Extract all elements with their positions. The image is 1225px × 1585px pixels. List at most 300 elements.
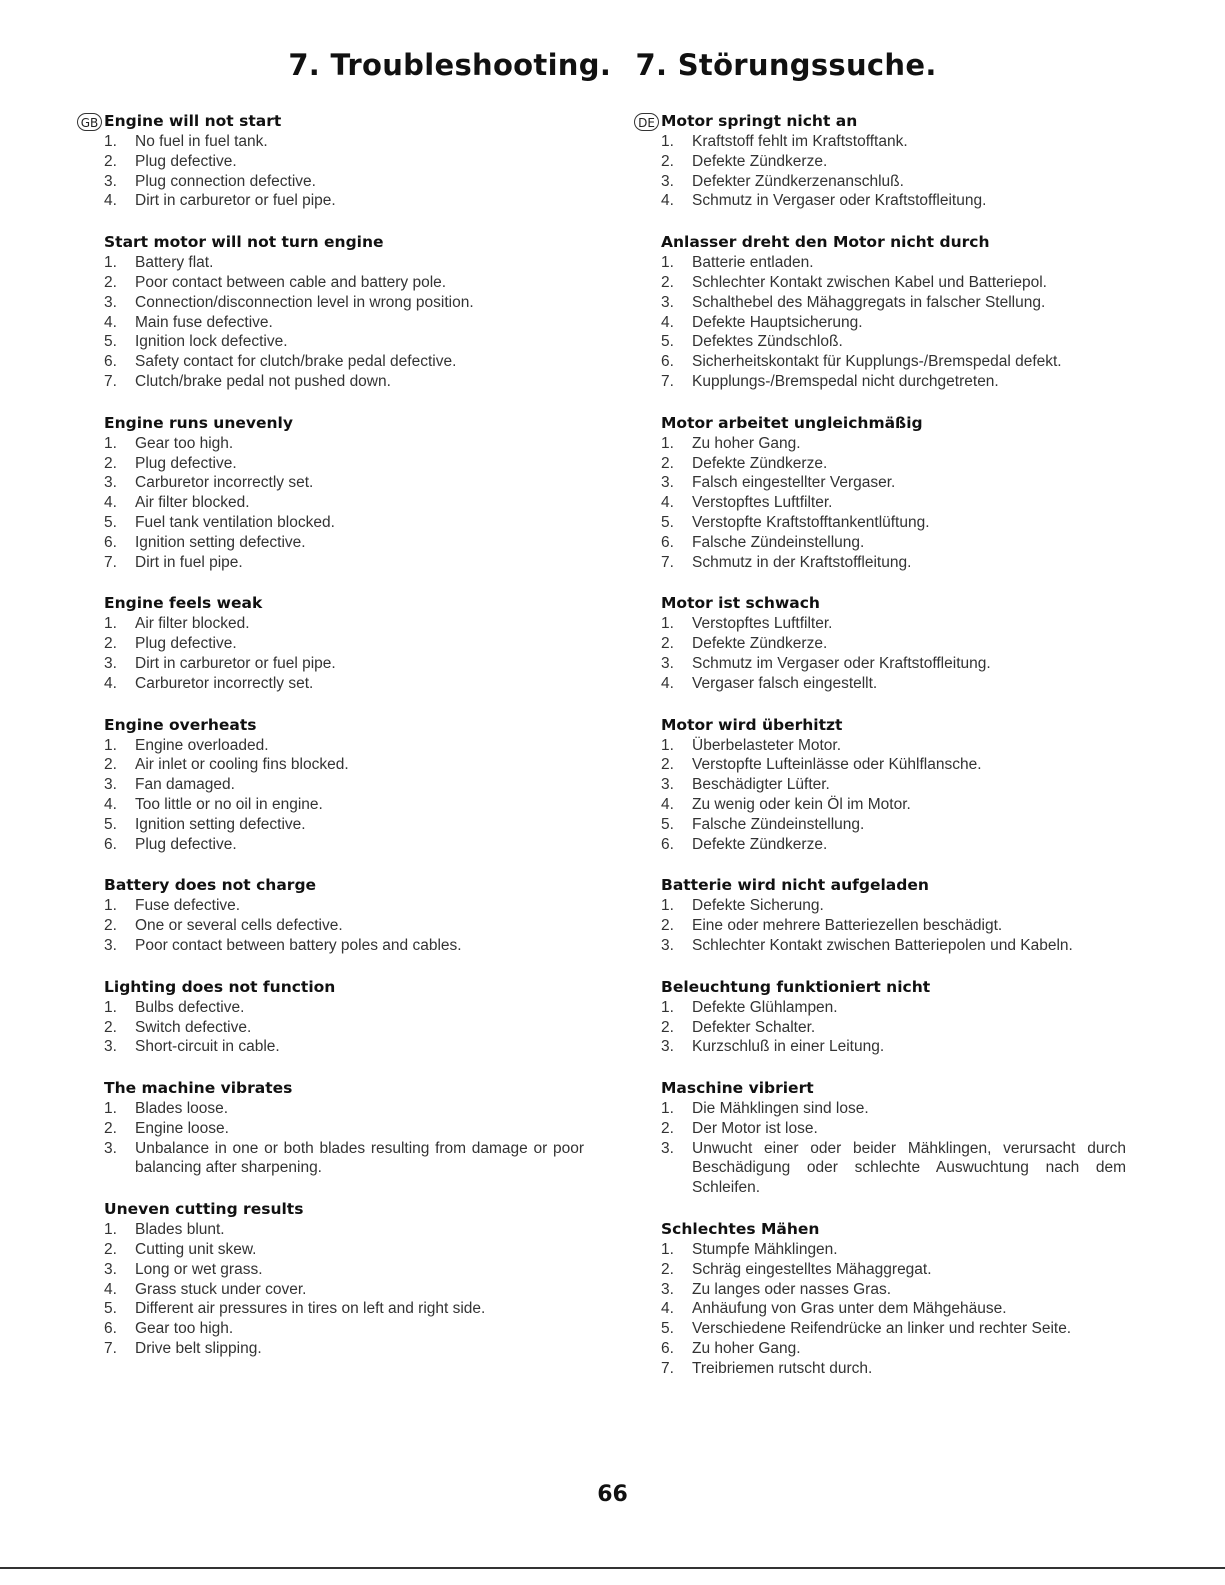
list-item-text: Defekte Zündkerze. bbox=[692, 635, 828, 653]
list-item bbox=[661, 634, 1126, 654]
list-item bbox=[104, 493, 584, 513]
list-item-number: 2. bbox=[104, 917, 117, 935]
list-item-number: 3. bbox=[661, 474, 674, 492]
language-badge-icon: GB bbox=[77, 113, 102, 131]
list-item-text: Plug defective. bbox=[135, 454, 237, 472]
list-item-text: Ignition setting defective. bbox=[135, 815, 306, 833]
list-item bbox=[661, 454, 1126, 474]
list-item bbox=[661, 434, 1126, 454]
list-item-number: 5. bbox=[661, 333, 674, 351]
list-item-number: 1. bbox=[104, 736, 117, 754]
troubleshooting-section bbox=[104, 231, 584, 392]
list-item-number: 2. bbox=[661, 454, 674, 472]
section-heading: Batterie wird nicht aufgeladen bbox=[661, 876, 929, 895]
list-item bbox=[104, 795, 584, 815]
list-item bbox=[661, 755, 1126, 775]
section-heading: Engine will not start bbox=[104, 112, 282, 130]
troubleshooting-section bbox=[661, 1218, 1126, 1379]
list-item-number: 5. bbox=[104, 513, 117, 531]
list-item-number: 2. bbox=[661, 1018, 674, 1036]
list-item bbox=[104, 998, 584, 1018]
section-heading: Motor ist schwach bbox=[661, 594, 820, 613]
list-item-number: 1. bbox=[104, 1100, 117, 1118]
list-item-number: 1. bbox=[104, 434, 117, 452]
list-item-text: Air inlet or cooling fins blocked. bbox=[135, 756, 349, 774]
list-item-text: Defekte Zündkerze. bbox=[692, 152, 828, 170]
section-header bbox=[104, 592, 584, 614]
list-item-text: Vergaser falsch eingestellt. bbox=[692, 674, 878, 692]
list-item bbox=[661, 1240, 1126, 1260]
list-item bbox=[104, 191, 584, 211]
list-item-text: Fuse defective. bbox=[135, 897, 241, 915]
list-item-text: Falsche Zündeinstellung. bbox=[692, 533, 865, 551]
list-item-number: 1. bbox=[661, 1100, 674, 1118]
list-item-number: 6. bbox=[104, 1320, 117, 1338]
list-item bbox=[104, 1220, 584, 1240]
list-item bbox=[661, 372, 1126, 392]
list-item-number: 2. bbox=[661, 1260, 674, 1278]
list-item bbox=[661, 352, 1126, 372]
list-item-number: 3. bbox=[104, 1260, 117, 1278]
list-item-number: 4. bbox=[661, 674, 674, 692]
list-item-text: Air filter blocked. bbox=[135, 615, 250, 633]
list-item-text: Plug connection defective. bbox=[135, 172, 316, 190]
list-item-text: Poor contact between cable and battery pole. bbox=[135, 273, 447, 291]
list-item-text: Eine oder mehrere Batteriezellen beschädigt. bbox=[692, 917, 1003, 935]
section-header bbox=[104, 231, 584, 253]
list-item bbox=[661, 936, 1126, 956]
list-item-number: 2. bbox=[104, 273, 117, 291]
list-item-text: Batterie entladen. bbox=[692, 254, 814, 272]
list-item-text: Beschädigter Lüfter. bbox=[692, 776, 830, 794]
list-item-text: Carburetor incorrectly set. bbox=[135, 674, 314, 692]
list-item-text: Plug defective. bbox=[135, 152, 237, 170]
list-item-text: Zu hoher Gang. bbox=[692, 434, 801, 452]
list-item bbox=[104, 1018, 584, 1038]
section-heading: Uneven cutting results bbox=[104, 1200, 304, 1219]
list-item-text: Gear too high. bbox=[135, 434, 234, 452]
section-heading: Lighting does not function bbox=[104, 977, 336, 996]
list-item bbox=[104, 1099, 584, 1119]
cause-list bbox=[661, 1099, 1126, 1198]
list-item-number: 2. bbox=[661, 917, 674, 935]
list-item-text: Schräg eingestelltes Mähaggregat. bbox=[692, 1260, 932, 1278]
list-item-number: 2. bbox=[661, 1119, 674, 1137]
list-item-text: Defekte Hauptsicherung. bbox=[692, 313, 863, 331]
list-item-number: 4. bbox=[661, 795, 674, 813]
section-heading: Beleuchtung funktioniert nicht bbox=[661, 977, 931, 996]
list-item-number: 1. bbox=[104, 1221, 117, 1239]
section-heading: The machine vibrates bbox=[104, 1079, 293, 1098]
list-item bbox=[661, 191, 1126, 211]
list-item-number: 7. bbox=[104, 372, 117, 390]
page-number: 66 bbox=[597, 1482, 628, 1507]
list-item-text: Defekter Zündkerzenanschluß. bbox=[692, 172, 904, 190]
list-item-text: Switch defective. bbox=[135, 1018, 252, 1036]
list-item-text: Blades blunt. bbox=[135, 1221, 225, 1239]
list-item-number: 3. bbox=[104, 474, 117, 492]
list-item bbox=[661, 916, 1126, 936]
list-item bbox=[104, 1240, 584, 1260]
section-header bbox=[104, 1077, 584, 1099]
list-item bbox=[104, 1299, 584, 1319]
list-item-number: 4. bbox=[661, 1300, 674, 1318]
list-item bbox=[661, 313, 1126, 333]
section-header bbox=[104, 412, 584, 434]
list-item-text: Too little or no oil in engine. bbox=[135, 795, 323, 813]
section-heading: Engine feels weak bbox=[104, 594, 263, 613]
section-header bbox=[661, 976, 1126, 998]
list-item bbox=[104, 736, 584, 756]
list-item-number: 1. bbox=[661, 736, 674, 754]
list-item bbox=[104, 553, 584, 573]
list-item-text: Schalthebel des Mähaggregats in falscher Stellung. bbox=[692, 293, 1046, 311]
list-item-number: 2. bbox=[661, 635, 674, 653]
list-item bbox=[104, 775, 584, 795]
list-item-text: Unwucht einer oder beider Mähklingen, verursacht durch Beschädigung oder schlechte Auswuchtung nach dem Schleifen. bbox=[692, 1139, 1126, 1197]
list-item bbox=[661, 998, 1126, 1018]
list-item-text: Dirt in carburetor or fuel pipe. bbox=[135, 192, 336, 210]
list-item bbox=[104, 835, 584, 855]
list-item bbox=[104, 172, 584, 192]
list-item bbox=[104, 1037, 584, 1057]
troubleshooting-section bbox=[104, 874, 584, 955]
list-item bbox=[661, 473, 1126, 493]
list-item-text: Different air pressures in tires on left and right side. bbox=[135, 1300, 486, 1318]
troubleshooting-section bbox=[661, 714, 1126, 855]
list-item-text: Sicherheitskontakt für Kupplungs-/Bremspedal defekt. bbox=[692, 353, 1062, 371]
troubleshooting-section bbox=[661, 592, 1126, 693]
list-item-text: Schmutz im Vergaser oder Kraftstoffleitung. bbox=[692, 654, 991, 672]
list-item-number: 6. bbox=[104, 533, 117, 551]
section-header bbox=[104, 976, 584, 998]
list-item-number: 1. bbox=[104, 254, 117, 272]
list-item-number: 1. bbox=[661, 133, 674, 150]
list-item bbox=[661, 1037, 1126, 1057]
list-item bbox=[661, 896, 1126, 916]
list-item bbox=[661, 1099, 1126, 1119]
list-item-number: 2. bbox=[104, 454, 117, 472]
cause-list bbox=[661, 614, 1126, 693]
section-header bbox=[661, 714, 1126, 736]
list-item-text: Engine overloaded. bbox=[135, 736, 269, 754]
cause-list bbox=[104, 1099, 584, 1178]
list-item bbox=[104, 654, 584, 674]
list-item-number: 3. bbox=[104, 172, 117, 190]
list-item-text: Long or wet grass. bbox=[135, 1260, 263, 1278]
list-item-number: 3. bbox=[661, 172, 674, 190]
list-item-text: Die Mähklingen sind lose. bbox=[692, 1100, 869, 1118]
list-item bbox=[104, 513, 584, 533]
troubleshooting-section bbox=[104, 1198, 584, 1359]
list-item-text: Dirt in fuel pipe. bbox=[135, 553, 243, 571]
list-item-number: 5. bbox=[104, 815, 117, 833]
list-item bbox=[661, 1260, 1126, 1280]
list-item-text: Blades loose. bbox=[135, 1100, 229, 1118]
list-item-number: 3. bbox=[661, 293, 674, 311]
list-item bbox=[661, 1299, 1126, 1319]
list-item bbox=[104, 896, 584, 916]
list-item-text: Short-circuit in cable. bbox=[135, 1038, 280, 1056]
list-item-text: Defekte Zündkerze. bbox=[692, 454, 828, 472]
list-item bbox=[661, 614, 1126, 634]
language-badge-icon: DE bbox=[634, 113, 659, 131]
list-item-text: Dirt in carburetor or fuel pipe. bbox=[135, 654, 336, 672]
page-title-en: 7. Troubleshooting. bbox=[288, 48, 612, 82]
list-item-number: 2. bbox=[104, 152, 117, 170]
list-item-text: Falsche Zündeinstellung. bbox=[692, 815, 865, 833]
list-item bbox=[661, 1280, 1126, 1300]
column-english bbox=[80, 110, 584, 1379]
list-item-text: Defekte Sicherung. bbox=[692, 897, 824, 915]
list-item-text: Schmutz in Vergaser oder Kraftstoffleitung. bbox=[692, 192, 987, 210]
section-header bbox=[661, 592, 1126, 614]
list-item bbox=[104, 332, 584, 352]
list-item-number: 7. bbox=[104, 1340, 117, 1358]
list-item bbox=[104, 1339, 584, 1359]
list-item-number: 3. bbox=[104, 1139, 117, 1157]
list-item-number: 2. bbox=[661, 273, 674, 291]
section-header bbox=[661, 874, 1126, 896]
list-item-text: Falsch eingestellter Vergaser. bbox=[692, 474, 896, 492]
list-item bbox=[104, 533, 584, 553]
list-item-number: 1. bbox=[661, 998, 674, 1016]
list-item bbox=[661, 493, 1126, 513]
list-item-text: Schlechter Kontakt zwischen Batteriepolen und Kabeln. bbox=[692, 936, 1073, 954]
list-item bbox=[104, 454, 584, 474]
list-item bbox=[104, 1119, 584, 1139]
list-item-number: 1. bbox=[104, 615, 117, 633]
list-item-number: 7. bbox=[661, 372, 674, 390]
list-item-number: 1. bbox=[661, 1241, 674, 1259]
troubleshooting-section bbox=[661, 874, 1126, 955]
list-item-text: Stumpfe Mähklingen. bbox=[692, 1241, 838, 1259]
list-item-text: Defekter Schalter. bbox=[692, 1018, 816, 1036]
list-item bbox=[661, 835, 1126, 855]
list-item bbox=[104, 273, 584, 293]
troubleshooting-section bbox=[661, 412, 1126, 573]
list-item bbox=[661, 152, 1126, 172]
list-item bbox=[104, 1260, 584, 1280]
list-item-number: 2. bbox=[661, 152, 674, 170]
list-item bbox=[661, 795, 1126, 815]
list-item-text: Zu wenig oder kein Öl im Motor. bbox=[692, 795, 911, 813]
list-item bbox=[104, 293, 584, 313]
column-german bbox=[638, 110, 1126, 1399]
list-item-number: 3. bbox=[661, 1139, 674, 1157]
list-item-number: 1. bbox=[661, 897, 674, 915]
list-item-text: Schmutz in der Kraftstoffleitung. bbox=[692, 553, 912, 571]
list-item-number: 3. bbox=[104, 293, 117, 311]
cause-list bbox=[104, 896, 584, 955]
section-heading: Motor springt nicht an bbox=[661, 112, 858, 130]
list-item-number: 2. bbox=[104, 1018, 117, 1036]
cause-list bbox=[104, 736, 584, 855]
list-item-text: Bulbs defective. bbox=[135, 998, 245, 1016]
list-item-text: Verschiedene Reifendrücke an linker und rechter Seite. bbox=[692, 1320, 1072, 1338]
cause-list bbox=[661, 736, 1126, 855]
list-item-number: 1. bbox=[104, 133, 117, 150]
cause-list bbox=[104, 132, 584, 211]
section-heading: Engine runs unevenly bbox=[104, 413, 293, 432]
list-item bbox=[104, 674, 584, 694]
list-item-text: Grass stuck under cover. bbox=[135, 1280, 307, 1298]
list-item bbox=[661, 1359, 1126, 1379]
list-item-number: 4. bbox=[104, 674, 117, 692]
list-item-text: Plug defective. bbox=[135, 635, 237, 653]
troubleshooting-section bbox=[661, 976, 1126, 1057]
list-item bbox=[661, 1119, 1126, 1139]
list-item-number: 7. bbox=[104, 553, 117, 571]
section-header bbox=[104, 714, 584, 736]
list-item-text: Unbalance in one or both blades resulting from damage or poor balancing after sharpening. bbox=[135, 1139, 584, 1177]
list-item bbox=[661, 1018, 1126, 1038]
list-item bbox=[661, 654, 1126, 674]
list-item bbox=[661, 332, 1126, 352]
list-item bbox=[661, 674, 1126, 694]
section-header bbox=[661, 412, 1126, 434]
list-item-number: 5. bbox=[661, 1320, 674, 1338]
list-item bbox=[661, 1139, 1126, 1198]
troubleshooting-section bbox=[104, 1077, 584, 1178]
list-item-text: Kraftstoff fehlt im Kraftstofftank. bbox=[692, 133, 908, 150]
troubleshooting-section bbox=[104, 592, 584, 693]
list-item bbox=[104, 614, 584, 634]
section-heading: Anlasser dreht den Motor nicht durch bbox=[661, 233, 990, 252]
list-item-number: 3. bbox=[661, 1038, 674, 1056]
list-item-text: Defekte Zündkerze. bbox=[692, 835, 828, 853]
list-item-text: Verstopfte Lufteinlässe oder Kühlflansche. bbox=[692, 756, 982, 774]
bottom-rule bbox=[0, 1567, 1225, 1569]
section-header bbox=[80, 110, 584, 132]
list-item-text: Fan damaged. bbox=[135, 776, 235, 794]
list-item-text: One or several cells defective. bbox=[135, 917, 343, 935]
list-item-text: Engine loose. bbox=[135, 1119, 229, 1137]
page-title-de: 7. Störungssuche. bbox=[635, 48, 937, 82]
list-item-number: 1. bbox=[661, 434, 674, 452]
list-item bbox=[104, 1139, 584, 1179]
list-item-number: 5. bbox=[661, 513, 674, 531]
troubleshooting-section bbox=[104, 714, 584, 855]
troubleshooting-section bbox=[104, 976, 584, 1057]
troubleshooting-section bbox=[80, 110, 584, 211]
list-item-text: Verstopftes Luftfilter. bbox=[692, 615, 833, 633]
list-item-text: Cutting unit skew. bbox=[135, 1241, 257, 1259]
list-item-number: 3. bbox=[104, 936, 117, 954]
section-header bbox=[104, 1198, 584, 1220]
list-item-text: Zu langes oder nasses Gras. bbox=[692, 1280, 892, 1298]
list-item bbox=[104, 936, 584, 956]
section-header bbox=[638, 110, 1126, 132]
list-item-number: 2. bbox=[661, 756, 674, 774]
list-item bbox=[661, 273, 1126, 293]
list-item-text: Ignition lock defective. bbox=[135, 333, 288, 351]
list-item-number: 7. bbox=[661, 1359, 674, 1377]
list-item-number: 4. bbox=[661, 494, 674, 512]
list-item-text: Main fuse defective. bbox=[135, 313, 273, 331]
list-item bbox=[661, 553, 1126, 573]
list-item-text: Drive belt slipping. bbox=[135, 1340, 262, 1358]
section-heading: Battery does not charge bbox=[104, 876, 317, 895]
list-item-text: Schlechter Kontakt zwischen Kabel und Batteriepol. bbox=[692, 273, 1047, 291]
section-heading: Motor arbeitet ungleichmäßig bbox=[661, 413, 923, 432]
section-header bbox=[104, 874, 584, 896]
list-item-number: 1. bbox=[104, 998, 117, 1016]
list-item bbox=[661, 533, 1126, 553]
list-item-text: Der Motor ist lose. bbox=[692, 1119, 818, 1137]
list-item-text: Safety contact for clutch/brake pedal defective. bbox=[135, 353, 457, 371]
list-item bbox=[104, 372, 584, 392]
list-item-number: 6. bbox=[661, 353, 674, 371]
list-item-text: Kurzschluß in einer Leitung. bbox=[692, 1038, 885, 1056]
list-item-text: Fuel tank ventilation blocked. bbox=[135, 513, 335, 531]
list-item bbox=[104, 1280, 584, 1300]
section-header bbox=[661, 1218, 1126, 1240]
cause-list bbox=[661, 253, 1126, 392]
list-item-text: Air filter blocked. bbox=[135, 494, 250, 512]
section-header bbox=[661, 1077, 1126, 1099]
list-item-number: 6. bbox=[661, 835, 674, 853]
list-item-number: 6. bbox=[661, 533, 674, 551]
list-item-text: Defekte Glühlampen. bbox=[692, 998, 838, 1016]
section-header bbox=[661, 231, 1126, 253]
list-item bbox=[661, 253, 1126, 273]
list-item-number: 6. bbox=[104, 835, 117, 853]
list-item bbox=[104, 634, 584, 654]
section-heading: Schlechtes Mähen bbox=[661, 1220, 820, 1239]
list-item bbox=[661, 815, 1126, 835]
list-item bbox=[104, 132, 584, 152]
page-title bbox=[0, 48, 1225, 82]
list-item-text: Verstopfte Kraftstofftankentlüftung. bbox=[692, 513, 930, 531]
list-item-text: Treibriemen rutscht durch. bbox=[692, 1359, 873, 1377]
list-item-number: 4. bbox=[104, 795, 117, 813]
list-item-number: 3. bbox=[661, 936, 674, 954]
list-item-number: 1. bbox=[661, 615, 674, 633]
list-item bbox=[104, 473, 584, 493]
cause-list bbox=[104, 434, 584, 573]
list-item-number: 3. bbox=[661, 654, 674, 672]
list-item-number: 4. bbox=[104, 313, 117, 331]
list-item-number: 5. bbox=[104, 1300, 117, 1318]
list-item bbox=[104, 253, 584, 273]
cause-list bbox=[104, 1220, 584, 1359]
troubleshooting-section bbox=[104, 412, 584, 573]
cause-list bbox=[661, 1240, 1126, 1379]
list-item bbox=[661, 132, 1126, 152]
list-item bbox=[104, 815, 584, 835]
list-item bbox=[104, 1319, 584, 1339]
list-item bbox=[661, 775, 1126, 795]
list-item bbox=[104, 152, 584, 172]
cause-list bbox=[661, 896, 1126, 955]
list-item-number: 4. bbox=[661, 192, 674, 210]
troubleshooting-section bbox=[661, 1077, 1126, 1198]
list-item-text: No fuel in fuel tank. bbox=[135, 133, 268, 150]
list-item bbox=[661, 513, 1126, 533]
cause-list bbox=[104, 998, 584, 1057]
list-item-text: Carburetor incorrectly set. bbox=[135, 474, 314, 492]
list-item-number: 1. bbox=[104, 897, 117, 915]
section-heading: Motor wird überhitzt bbox=[661, 715, 843, 734]
cause-list bbox=[661, 998, 1126, 1057]
list-item-number: 2. bbox=[104, 635, 117, 653]
list-item-text: Defektes Zündschloß. bbox=[692, 333, 843, 351]
cause-list bbox=[104, 253, 584, 392]
list-item-text: Verstopftes Luftfilter. bbox=[692, 494, 833, 512]
list-item-number: 6. bbox=[104, 353, 117, 371]
list-item-text: Kupplungs-/Bremspedal nicht durchgetreten. bbox=[692, 372, 999, 390]
